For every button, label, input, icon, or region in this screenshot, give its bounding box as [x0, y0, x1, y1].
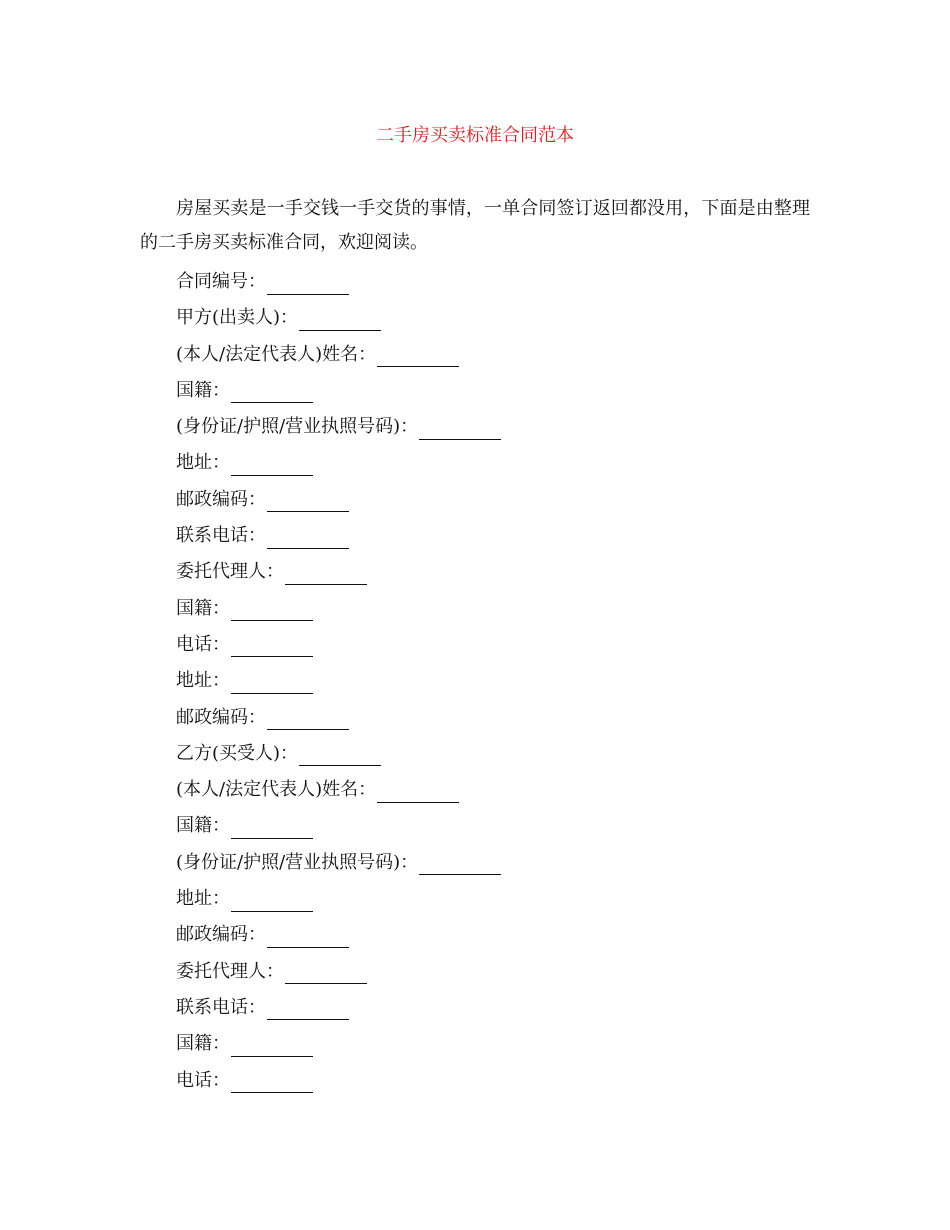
field-party-a-name: [176, 337, 501, 373]
field-party-b-agent: [176, 954, 501, 990]
field-label: 国籍：: [176, 815, 230, 837]
fill-blank: [377, 342, 459, 367]
field-party-a-phone: [176, 518, 501, 554]
field-party-a-agent-phone: [176, 627, 501, 663]
field-party-b: [176, 736, 501, 772]
fill-blank: [267, 705, 349, 730]
field-party-b-nationality: [176, 808, 501, 844]
field-label: 邮政编码：: [176, 706, 266, 728]
field-label: (本人/法定代表人)姓名：: [176, 779, 377, 801]
field-party-a-agent: [176, 554, 501, 590]
fill-blank: [419, 850, 501, 875]
fill-blank: [231, 632, 313, 657]
field-party-a-agent-nationality: [176, 591, 501, 627]
fill-blank: [419, 415, 501, 440]
contract-field-list: [176, 264, 501, 1099]
field-party-b-agent-nationality: [176, 1026, 501, 1062]
field-label: 地址：: [176, 670, 230, 692]
fill-blank: [267, 524, 349, 549]
fill-blank: [231, 669, 313, 694]
field-party-b-postcode: [176, 917, 501, 953]
fill-blank: [231, 596, 313, 621]
field-label: (本人/法定代表人)姓名：: [176, 343, 377, 365]
field-label: 国籍：: [176, 379, 230, 401]
field-label: 地址：: [176, 888, 230, 910]
field-label: 委托代理人：: [176, 561, 284, 583]
field-label: 电话：: [176, 1069, 230, 1091]
fill-blank: [299, 741, 381, 766]
field-party-b-agent-phone: [176, 1063, 501, 1099]
fill-blank: [267, 995, 349, 1020]
fill-blank: [231, 1068, 313, 1093]
field-label: 国籍：: [176, 597, 230, 619]
field-label: 电话：: [176, 633, 230, 655]
field-party-b-name: [176, 772, 501, 808]
field-label: 乙方(买受人)：: [176, 742, 299, 764]
fill-blank: [231, 1032, 313, 1057]
field-contract-number: [176, 264, 501, 300]
field-label: (身份证/护照/营业执照号码)：: [176, 416, 419, 438]
field-label: 地址：: [176, 452, 230, 474]
field-label: 甲方(出卖人)：: [176, 307, 299, 329]
fill-blank: [267, 923, 349, 948]
field-party-a-postcode: [176, 482, 501, 518]
field-label: 邮政编码：: [176, 488, 266, 510]
fill-blank: [267, 270, 349, 295]
fill-blank: [267, 487, 349, 512]
fill-blank: [299, 306, 381, 331]
field-label: 邮政编码：: [176, 924, 266, 946]
field-label: 联系电话：: [176, 525, 266, 547]
fill-blank: [231, 451, 313, 476]
field-party-a: [176, 300, 501, 336]
field-party-a-id: [176, 409, 501, 445]
field-party-a-agent-postcode: [176, 700, 501, 736]
field-label: (身份证/护照/营业执照号码)：: [176, 851, 419, 873]
fill-blank: [231, 814, 313, 839]
field-party-b-address: [176, 881, 501, 917]
field-label: 国籍：: [176, 1033, 230, 1055]
intro-paragraph: 房屋买卖是一手交钱一手交货的事情，一单合同签订返回都没用，下面是由整理的二手房买卖标准合同，欢迎阅读。: [140, 198, 810, 253]
fill-blank: [377, 778, 459, 803]
field-party-b-phone: [176, 990, 501, 1026]
fill-blank: [285, 959, 367, 984]
field-label: 合同编号：: [176, 271, 266, 292]
fill-blank: [231, 887, 313, 912]
field-party-a-nationality: [176, 373, 501, 409]
document-title: 二手房买卖标准合同范本: [376, 125, 574, 146]
fill-blank: [231, 378, 313, 403]
field-label: 联系电话：: [176, 996, 266, 1018]
field-label: 委托代理人：: [176, 960, 284, 982]
field-party-b-id: [176, 845, 501, 881]
field-party-a-agent-address: [176, 663, 501, 699]
fill-blank: [285, 560, 367, 585]
field-party-a-address: [176, 445, 501, 481]
